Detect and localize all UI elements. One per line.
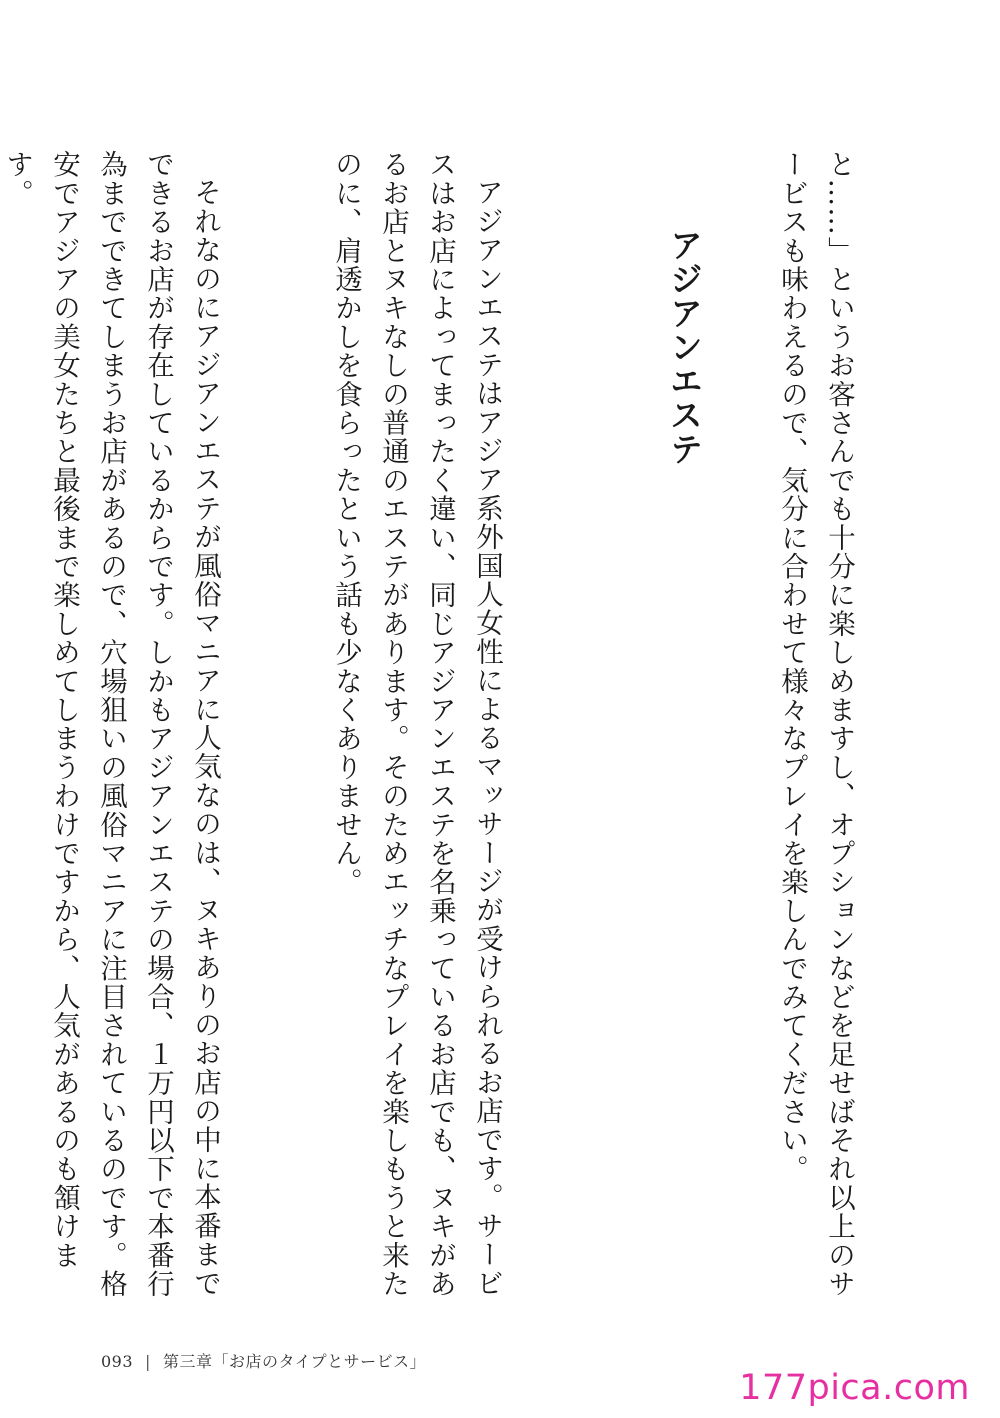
section-body bbox=[1, 150, 604, 1320]
intro-paragraph: と……」というお客さんでも十分に楽しめますし、オプションなどを足せばそれ以上のサービスも味わえるので、気分に合わせて様々なプレイを楽しんでみてください。 bbox=[776, 150, 855, 1298]
watermark-text: 177pica.com bbox=[739, 1368, 970, 1408]
section-heading: アジアンエステ bbox=[665, 228, 704, 466]
page-footer bbox=[101, 1349, 426, 1372]
page-number: 093 bbox=[101, 1352, 134, 1371]
chapter-title: 第三章「お店のタイプとサービス」 bbox=[162, 1352, 427, 1371]
body-paragraph: アジアンエステはアジア系外国人女性によるマッサージが受けられるお店です。サービスはお店によってまったく違い、同じアジアンエステを名乗っているお店でも、ヌキがあるお店とヌキなしの普通のエステがあります。そのためエッチなプレイを楽しもうと来たのに、肩透かしを食らったという話も少なくありません。 bbox=[330, 150, 503, 1298]
footer-separator: | bbox=[145, 1352, 151, 1371]
body-paragraph: それなのにアジアンエステが風俗マニアに人気なのは、ヌキありのお店の中に本番までできるお店が存在しているからです。しかもアジアンエステの場合、１万円以下で本番行為までできてしまうお店があるので、穴場狙いの風俗マニアに注目されているのです。格安でアジアの美女たちと最後まで楽しめてしまうわけですから、人気があるのも頷けます。 bbox=[1, 150, 221, 1298]
